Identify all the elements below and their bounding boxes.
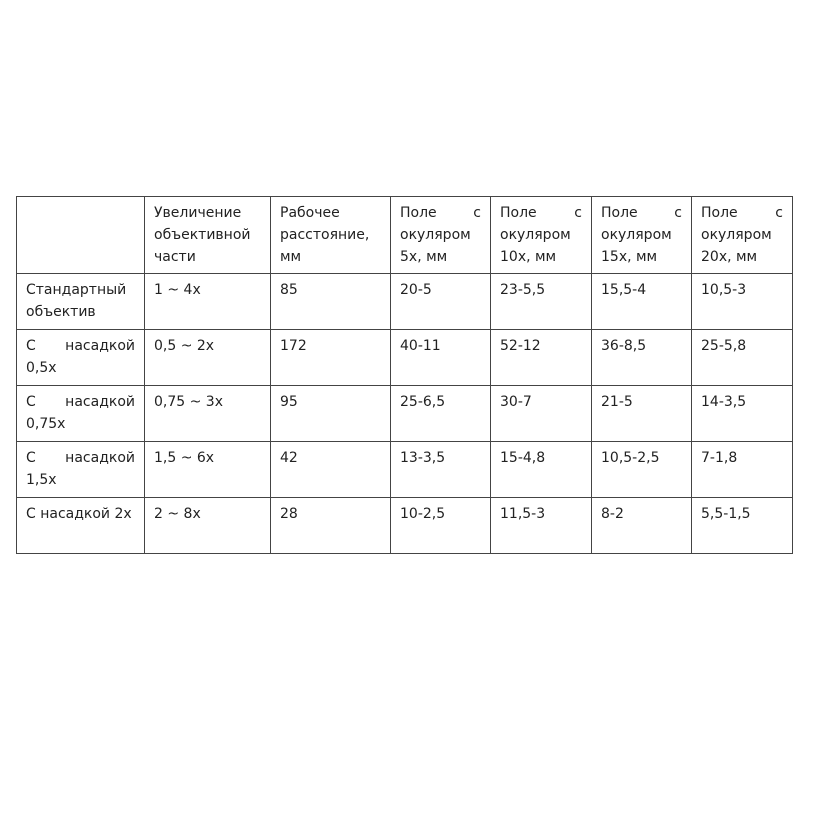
table-cell-field-15x: 10,5-2,5: [592, 442, 692, 498]
table-cell-field-15x: 21-5: [592, 386, 692, 442]
table-cell-field-20x: 10,5-3: [692, 274, 793, 330]
header-cell-magnification: Увеличение объективной части: [145, 197, 271, 274]
header-cell-field-15x: Поле с окуляром 15х, мм: [592, 197, 692, 274]
table-cell-magnification: 1 ~ 4х: [145, 274, 271, 330]
table-cell-field-10x: 15-4,8: [491, 442, 592, 498]
table-cell-field-15x: 36-8,5: [592, 330, 692, 386]
table-cell-field-10x: 23-5,5: [491, 274, 592, 330]
table-cell-lens: С насадкой 2х: [17, 498, 145, 554]
table-cell-lens: С насадкой 0,5х: [17, 330, 145, 386]
header-cell-empty: [17, 197, 145, 274]
table-cell-field-20x: 7-1,8: [692, 442, 793, 498]
table-row: [17, 386, 793, 442]
header-cell-field-20x: Поле с окуляром 20х, мм: [692, 197, 793, 274]
table-cell-field-20x: 25-5,8: [692, 330, 793, 386]
specifications-table: [16, 196, 793, 554]
table-cell-field-10x: 30-7: [491, 386, 592, 442]
table-cell-magnification: 0,5 ~ 2х: [145, 330, 271, 386]
table-cell-field-5x: 20-5: [391, 274, 491, 330]
table-cell-working-distance: 95: [271, 386, 391, 442]
table-cell-field-15x: 15,5-4: [592, 274, 692, 330]
table-cell-magnification: 2 ~ 8х: [145, 498, 271, 554]
table-row: [17, 442, 793, 498]
table-row: [17, 498, 793, 554]
table-cell-lens: С насадкой 0,75х: [17, 386, 145, 442]
table-cell-working-distance: 172: [271, 330, 391, 386]
table-cell-field-20x: 14-3,5: [692, 386, 793, 442]
header-cell-working-distance: Рабочее расстояние, мм: [271, 197, 391, 274]
table-header-row: [17, 197, 793, 274]
table-cell-field-15x: 8-2: [592, 498, 692, 554]
table-cell-working-distance: 85: [271, 274, 391, 330]
table-cell-working-distance: 28: [271, 498, 391, 554]
table-cell-field-5x: 13-3,5: [391, 442, 491, 498]
table-cell-magnification: 1,5 ~ 6х: [145, 442, 271, 498]
table-cell-working-distance: 42: [271, 442, 391, 498]
header-cell-field-5x: Поле с окуляром 5х, мм: [391, 197, 491, 274]
table-cell-field-5x: 25-6,5: [391, 386, 491, 442]
table-cell-field-5x: 40-11: [391, 330, 491, 386]
header-cell-field-10x: Поле с окуляром 10х, мм: [491, 197, 592, 274]
table-cell-field-10x: 11,5-3: [491, 498, 592, 554]
table-cell-magnification: 0,75 ~ 3х: [145, 386, 271, 442]
table-cell-field-20x: 5,5-1,5: [692, 498, 793, 554]
table-cell-lens: С насадкой 1,5х: [17, 442, 145, 498]
table-cell-field-5x: 10-2,5: [391, 498, 491, 554]
table-row: [17, 330, 793, 386]
table-row: [17, 274, 793, 330]
table-cell-field-10x: 52-12: [491, 330, 592, 386]
table-cell-lens: Стандартный объектив: [17, 274, 145, 330]
